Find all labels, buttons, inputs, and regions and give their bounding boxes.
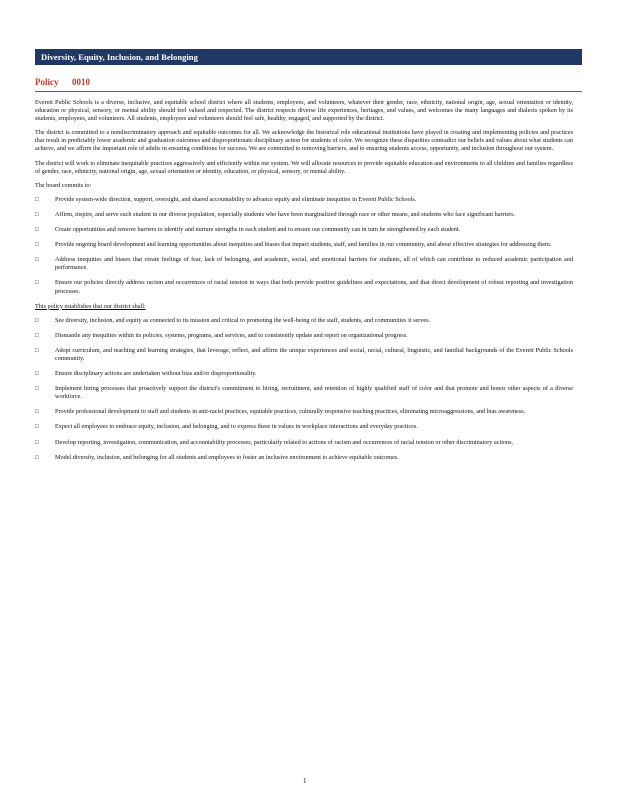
paragraph-commitment: The district is committed to a nondiscriminatory approach and equitable outcomes for all. We acknowledge the historical role educational institutions have played in creating and implementing policies and practices that result in predictably lower academic and graduation outcomes and disproportionate disciplinary action for students of color. We recognize these disparities contradict our beliefs and values about what students can achieve, and we affirm the important role of adults in ensuring conditions for success. We are committed to removing barriers, and to ensuring students access, opportunity, and inclusion throughout our system.: [35, 129, 573, 153]
policy-number-line: [35, 77, 90, 87]
bullet-box-icon: □: [35, 439, 39, 446]
list-item: □ Provide ongoing board development and learning opportunities about inequities and biases that impact students, staff, and families in our community, and about effective strategies for addressing them.: [35, 241, 552, 249]
bullet-box-icon: □: [35, 196, 39, 203]
list-item: □ Provide professional development to staff and students in anti-racist practices, equitable practices, culturally responsive teaching practices, eliminating microaggressions, and bias awareness.: [35, 408, 526, 416]
page-number: 1: [303, 777, 307, 785]
bullet-box-icon: □: [35, 454, 39, 461]
list-item: □ Implement hiring processes that proactively support the district's commitment to hiring, recruitment, and retention of highly qualified staff of color and that promote and honor other aspects of a diverse workforce.: [35, 385, 573, 401]
bullet-box-icon: □: [35, 332, 39, 339]
bullet-box-icon: □: [35, 424, 39, 431]
list-item: □ Model diversity, inclusion, and belonging for all students and employees to foster an inclusive environment to achieve equitable outcomes.: [35, 453, 399, 461]
bullet-box-icon: □: [35, 211, 39, 218]
list-item: □ Ensure disciplinary actions are undertaken without bias and/or disproportionality.: [35, 370, 257, 378]
policy-label: Policy: [35, 77, 59, 87]
bullet-box-icon: □: [35, 257, 39, 264]
bullet-box-icon: □: [35, 347, 39, 354]
bullet-box-icon: □: [35, 227, 39, 234]
list-item: □ Create opportunities and remove barriers to identify and nurture strengths in each student and to ensure our community can in turn be strengthened by each student.: [35, 226, 461, 234]
list-item: □ Expect all employees to embrace equity, inclusion, and belonging, and to express these in values in workplace interactions and everyday practices.: [35, 423, 418, 431]
list-item: □ Dismantle any inequities within its policies, systems, programs, and services, and to consistently update and report on organizational progress.: [35, 331, 408, 339]
list-item: □ Ensure our policies directly address racism and occurrences of racial tension in ways that both provide positive guidelines and expectations, and that direct development of robust reporting and investigation processes.: [35, 279, 573, 295]
policy-number: 0010: [72, 77, 90, 87]
paragraph-resources: The district will work to eliminate inequitable practices aggressively and efficiently within our system. We will allocate resources to provide equitable education and environments to all children and families regardless of gender, race, ethnicity, national origin, age, sexual orientation or identity, education, or physical, sensory, or mental ability.: [35, 159, 573, 175]
bullet-box-icon: □: [35, 409, 39, 416]
board-commits-heading: The board commits to:: [35, 181, 92, 189]
list-item: □ Develop reporting, investigation, communication, and accountability processes, particularly related to actions of racism and occurrences of racial tension or other discriminatory actions.: [35, 438, 514, 446]
list-item: □ See diversity, inclusion, and equity as connected to its mission and critical to promoting the well-being of the staff, students, and communities it serves.: [35, 316, 431, 324]
policy-body: [35, 99, 573, 469]
bullet-box-icon: □: [35, 280, 39, 287]
bullet-box-icon: □: [35, 317, 39, 324]
bullet-box-icon: □: [35, 386, 39, 393]
section-title-banner: Diversity, Equity, Inclusion, and Belonging: [35, 49, 582, 65]
list-item: □ Provide system-wide direction, support, oversight, and shared accountability to advance equity and eliminate inequities in Everett Public Schools.: [35, 195, 417, 203]
district-shall-list: [35, 317, 573, 462]
list-item: □ Adopt curriculum, and teaching and learning strategies, that leverage, reflect, and affirm the unique experiences and social, racial, cultural, linguistic, and familial backgrounds of the Everett Public Schools community.: [35, 346, 573, 362]
list-item: □ Address inequities and biases that create feelings of fear, lack of belonging, and academic, social, and emotional barriers for students, all of which can contribute to reduced academic participation and performance.: [35, 256, 573, 272]
board-commitments-list: [35, 196, 573, 296]
bullet-box-icon: □: [35, 242, 39, 249]
policy-divider: [35, 91, 582, 92]
paragraph-intro: Everett Public Schools is a diverse, inclusive, and equitable school district where all students, employees, and volunteers, whatever their gender, race, ethnicity, national origin, age, sexual orientation or identity, education or physical, sensory, or mental ability should feel valued and respected. The district respects diverse life experiences, heritages, and values, and welcomes the many languages and dialects spoken by its students, employees, and volunteers. All students, employees and volunteers should feel safe, healthy, engaged, and supported by the district.: [35, 99, 573, 123]
bullet-box-icon: □: [35, 371, 39, 378]
list-item: □ Affirm, inspire, and serve each student in our diverse population, especially students who have been marginalized through race or other means, and students who face significant barriers.: [35, 210, 516, 218]
policy-establishes-heading: This policy establishes that our district shall:: [35, 302, 146, 310]
